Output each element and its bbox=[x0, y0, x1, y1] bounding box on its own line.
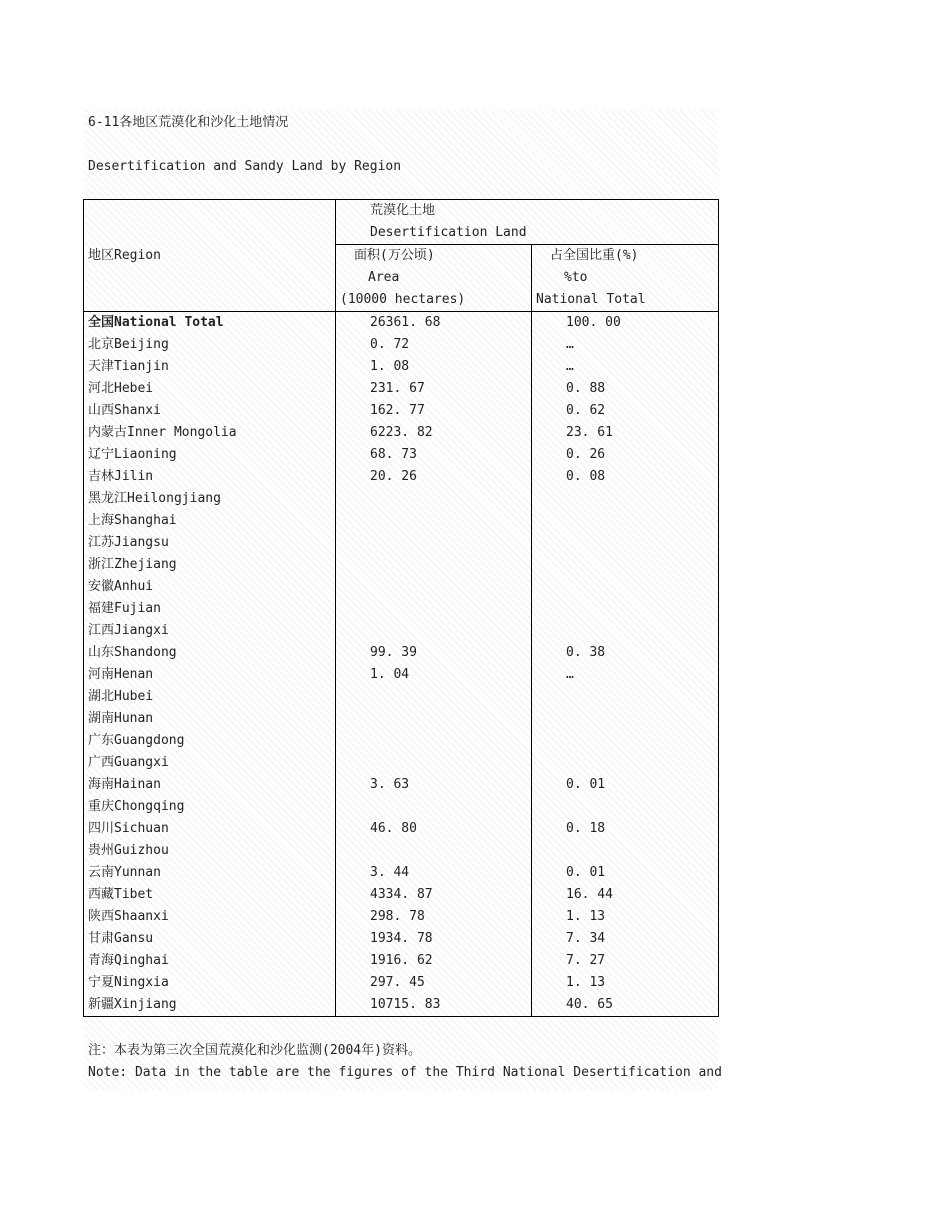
region-cell: 辽宁Liaoning bbox=[84, 444, 336, 466]
header-area-en: Area bbox=[368, 270, 400, 285]
percent-cell: 0. 01 bbox=[532, 774, 719, 796]
footnote-chinese: 注：本表为第三次全国荒漠化和沙化监测(2004年)资料。 bbox=[88, 1043, 421, 1058]
area-cell bbox=[336, 686, 532, 708]
region-cell: 山东Shandong bbox=[84, 642, 336, 664]
region-cell: 广西Guangxi bbox=[84, 752, 336, 774]
percent-cell bbox=[532, 840, 719, 862]
table-row bbox=[84, 422, 719, 444]
area-cell: 298. 78 bbox=[336, 906, 532, 928]
area-cell: 0. 72 bbox=[336, 334, 532, 356]
region-cell: 安徽Anhui bbox=[84, 576, 336, 598]
table-row bbox=[84, 378, 719, 400]
table-row bbox=[84, 356, 719, 378]
area-cell bbox=[336, 554, 532, 576]
table-row bbox=[84, 312, 719, 335]
percent-cell bbox=[532, 532, 719, 554]
header-area-unit: (10000 hectares) bbox=[340, 292, 466, 307]
percent-cell bbox=[532, 488, 719, 510]
table-row bbox=[84, 862, 719, 884]
table-row bbox=[84, 774, 719, 796]
area-cell bbox=[336, 840, 532, 862]
area-cell bbox=[336, 598, 532, 620]
table-row bbox=[84, 576, 719, 598]
region-cell: 吉林Jilin bbox=[84, 466, 336, 488]
region-cell: 江苏Jiangsu bbox=[84, 532, 336, 554]
table-title-english: Desertification and Sandy Land by Region bbox=[88, 159, 402, 174]
area-cell: 1916. 62 bbox=[336, 950, 532, 972]
table-row bbox=[84, 598, 719, 620]
table-title-chinese: 6-11各地区荒漠化和沙化土地情况 bbox=[88, 115, 289, 130]
header-pct-cn: 占全国比重(%) bbox=[550, 248, 639, 263]
percent-cell: 0. 18 bbox=[532, 818, 719, 840]
region-cell: 西藏Tibet bbox=[84, 884, 336, 906]
region-cell: 云南Yunnan bbox=[84, 862, 336, 884]
region-cell: 河北Hebei bbox=[84, 378, 336, 400]
table-row bbox=[84, 928, 719, 950]
table-row bbox=[84, 818, 719, 840]
percent-cell bbox=[532, 576, 719, 598]
percent-cell: 40. 65 bbox=[532, 994, 719, 1017]
header-desertification-land bbox=[336, 200, 719, 245]
table-row bbox=[84, 444, 719, 466]
percent-cell bbox=[532, 510, 719, 532]
area-cell: 68. 73 bbox=[336, 444, 532, 466]
region-cell: 河南Henan bbox=[84, 664, 336, 686]
table-row bbox=[84, 642, 719, 664]
table-row bbox=[84, 730, 719, 752]
region-cell: 海南Hainan bbox=[84, 774, 336, 796]
percent-cell: 0. 01 bbox=[532, 862, 719, 884]
region-cell: 广东Guangdong bbox=[84, 730, 336, 752]
area-cell: 3. 63 bbox=[336, 774, 532, 796]
percent-cell bbox=[532, 708, 719, 730]
header-region: 地区Region bbox=[84, 200, 336, 312]
area-cell: 297. 45 bbox=[336, 972, 532, 994]
area-cell bbox=[336, 620, 532, 642]
table-row bbox=[84, 686, 719, 708]
region-cell: 贵州Guizhou bbox=[84, 840, 336, 862]
area-cell: 1934. 78 bbox=[336, 928, 532, 950]
region-cell: 北京Beijing bbox=[84, 334, 336, 356]
area-cell: 1. 08 bbox=[336, 356, 532, 378]
region-cell: 四川Sichuan bbox=[84, 818, 336, 840]
table-row bbox=[84, 906, 719, 928]
table-row bbox=[84, 532, 719, 554]
header-pct-en2: National Total bbox=[536, 292, 646, 307]
percent-cell: 0. 62 bbox=[532, 400, 719, 422]
region-cell: 宁夏Ningxia bbox=[84, 972, 336, 994]
region-cell: 上海Shanghai bbox=[84, 510, 336, 532]
region-cell: 天津Tianjin bbox=[84, 356, 336, 378]
percent-cell: 1. 13 bbox=[532, 906, 719, 928]
area-cell: 231. 67 bbox=[336, 378, 532, 400]
region-cell: 山西Shanxi bbox=[84, 400, 336, 422]
region-cell: 全国National Total bbox=[84, 312, 336, 335]
percent-cell: 1. 13 bbox=[532, 972, 719, 994]
percent-cell: 23. 61 bbox=[532, 422, 719, 444]
table-row bbox=[84, 752, 719, 774]
table-row bbox=[84, 620, 719, 642]
area-cell bbox=[336, 730, 532, 752]
table-row bbox=[84, 708, 719, 730]
percent-cell: 0. 08 bbox=[532, 466, 719, 488]
table-row bbox=[84, 884, 719, 906]
region-cell: 内蒙古Inner Mongolia bbox=[84, 422, 336, 444]
area-cell bbox=[336, 796, 532, 818]
table-row bbox=[84, 664, 719, 686]
area-cell: 4334. 87 bbox=[336, 884, 532, 906]
area-cell: 10715. 83 bbox=[336, 994, 532, 1017]
percent-cell: 100. 00 bbox=[532, 312, 719, 335]
region-cell: 湖南Hunan bbox=[84, 708, 336, 730]
region-cell: 福建Fujian bbox=[84, 598, 336, 620]
desertification-table bbox=[83, 199, 719, 1017]
area-cell bbox=[336, 510, 532, 532]
area-cell: 162. 77 bbox=[336, 400, 532, 422]
region-cell: 陕西Shaanxi bbox=[84, 906, 336, 928]
percent-cell: 16. 44 bbox=[532, 884, 719, 906]
percent-cell: 0. 26 bbox=[532, 444, 719, 466]
area-cell: 99. 39 bbox=[336, 642, 532, 664]
percent-cell bbox=[532, 598, 719, 620]
area-cell: 1. 04 bbox=[336, 664, 532, 686]
area-cell: 46. 80 bbox=[336, 818, 532, 840]
percent-cell: 0. 88 bbox=[532, 378, 719, 400]
table-row bbox=[84, 488, 719, 510]
area-cell: 3. 44 bbox=[336, 862, 532, 884]
percent-cell: … bbox=[532, 664, 719, 686]
percent-cell: 0. 38 bbox=[532, 642, 719, 664]
table-row bbox=[84, 466, 719, 488]
table-row bbox=[84, 796, 719, 818]
percent-cell: … bbox=[532, 334, 719, 356]
area-cell: 6223. 82 bbox=[336, 422, 532, 444]
region-cell: 重庆Chongqing bbox=[84, 796, 336, 818]
percent-cell bbox=[532, 730, 719, 752]
region-cell: 浙江Zhejiang bbox=[84, 554, 336, 576]
footnote-english: Note: Data in the table are the figures of the Third National Desertification and bbox=[88, 1065, 722, 1080]
percent-cell bbox=[532, 752, 719, 774]
percent-cell: 7. 34 bbox=[532, 928, 719, 950]
table-row bbox=[84, 972, 719, 994]
percent-cell bbox=[532, 686, 719, 708]
area-cell bbox=[336, 576, 532, 598]
percent-cell: … bbox=[532, 356, 719, 378]
region-cell: 湖北Hubei bbox=[84, 686, 336, 708]
region-cell: 黑龙江Heilongjiang bbox=[84, 488, 336, 510]
percent-cell: 7. 27 bbox=[532, 950, 719, 972]
table-row bbox=[84, 334, 719, 356]
area-cell bbox=[336, 752, 532, 774]
header-group-cn: 荒漠化土地 bbox=[370, 203, 436, 218]
table-row bbox=[84, 510, 719, 532]
percent-cell bbox=[532, 620, 719, 642]
table-row bbox=[84, 994, 719, 1017]
region-cell: 青海Qinghai bbox=[84, 950, 336, 972]
region-cell: 甘肃Gansu bbox=[84, 928, 336, 950]
percent-cell bbox=[532, 796, 719, 818]
area-cell bbox=[336, 488, 532, 510]
table-row bbox=[84, 400, 719, 422]
header-area-cn: 面积(万公顷) bbox=[354, 248, 435, 263]
area-cell bbox=[336, 708, 532, 730]
table-row bbox=[84, 840, 719, 862]
header-percent bbox=[532, 245, 719, 312]
area-cell: 20. 26 bbox=[336, 466, 532, 488]
area-cell bbox=[336, 532, 532, 554]
area-cell: 26361. 68 bbox=[336, 312, 532, 335]
header-group-en: Desertification Land bbox=[370, 225, 527, 240]
region-cell: 江西Jiangxi bbox=[84, 620, 336, 642]
percent-cell bbox=[532, 554, 719, 576]
table-row bbox=[84, 950, 719, 972]
header-area bbox=[336, 245, 532, 312]
header-pct-en: %to bbox=[564, 270, 588, 285]
region-cell: 新疆Xinjiang bbox=[84, 994, 336, 1017]
table-row bbox=[84, 554, 719, 576]
